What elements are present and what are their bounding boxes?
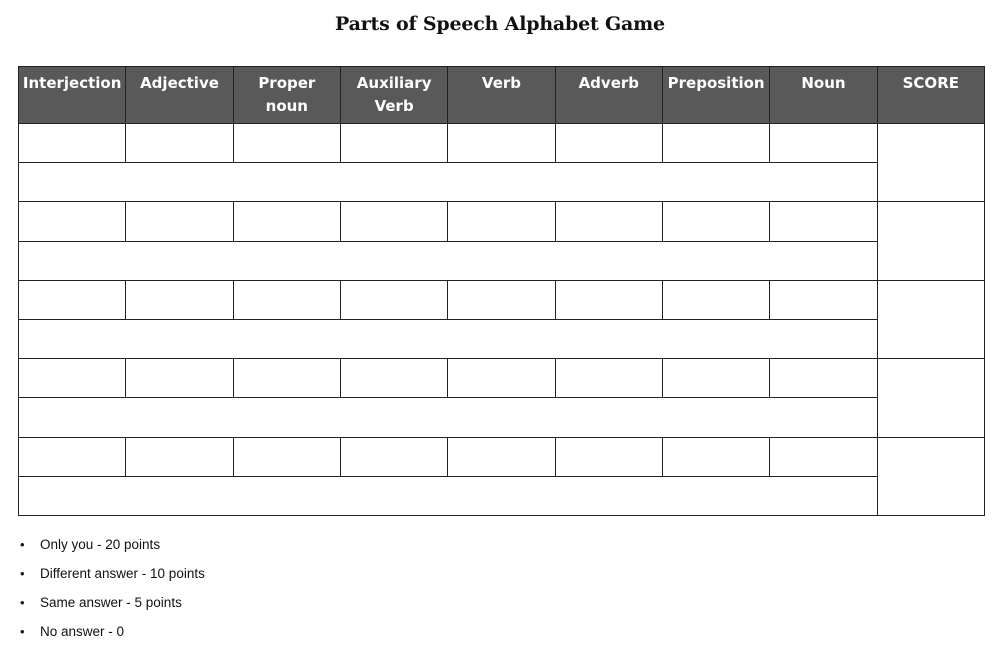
answer-cell-preposition[interactable]	[662, 437, 769, 476]
answer-cell-auxiliary-verb[interactable]	[340, 280, 447, 319]
answer-cell-adverb[interactable]	[555, 124, 662, 163]
column-header-verb: Verb	[448, 67, 555, 124]
answer-cell-interjection[interactable]	[19, 280, 126, 319]
header-row	[19, 67, 985, 124]
answer-cell-adverb[interactable]	[555, 280, 662, 319]
answer-cell-adverb[interactable]	[555, 202, 662, 241]
column-header-noun: Noun	[770, 67, 877, 124]
answer-cell-auxiliary-verb[interactable]	[340, 359, 447, 398]
answer-cell-verb[interactable]	[448, 280, 555, 319]
answer-cell-noun[interactable]	[770, 124, 877, 163]
answer-cell-proper-noun[interactable]	[233, 437, 340, 476]
answer-cell-adjective[interactable]	[126, 437, 233, 476]
answer-cell-noun[interactable]	[770, 280, 877, 319]
scoring-rules-list	[18, 534, 205, 650]
column-header-auxiliary-verb: Auxiliary Verb	[340, 67, 447, 124]
answer-cell-adjective[interactable]	[126, 280, 233, 319]
scoring-rule-text: Only you - 20 points	[40, 537, 161, 552]
game-table	[18, 66, 985, 516]
answer-row	[19, 202, 985, 241]
score-cell[interactable]	[877, 202, 984, 280]
answer-cell-adverb[interactable]	[555, 359, 662, 398]
answer-cell-auxiliary-verb[interactable]	[340, 124, 447, 163]
notes-cell[interactable]	[19, 319, 878, 358]
answer-cell-auxiliary-verb[interactable]	[340, 437, 447, 476]
answer-cell-verb[interactable]	[448, 359, 555, 398]
notes-row	[19, 398, 985, 437]
scoring-rule	[18, 592, 205, 621]
answer-cell-noun[interactable]	[770, 437, 877, 476]
answer-cell-verb[interactable]	[448, 437, 555, 476]
answer-row	[19, 280, 985, 319]
page-title: Parts of Speech Alphabet Game	[335, 13, 665, 35]
bullet-icon: •	[20, 537, 25, 552]
answer-cell-preposition[interactable]	[662, 280, 769, 319]
column-header-proper-noun: Proper noun	[233, 67, 340, 124]
answer-row	[19, 124, 985, 163]
bullet-icon: •	[20, 595, 25, 610]
answer-cell-interjection[interactable]	[19, 437, 126, 476]
answer-cell-proper-noun[interactable]	[233, 359, 340, 398]
scoring-rule-text: Same answer - 5 points	[40, 595, 182, 610]
answer-cell-preposition[interactable]	[662, 202, 769, 241]
score-cell[interactable]	[877, 280, 984, 358]
column-header-preposition: Preposition	[662, 67, 769, 124]
bullet-icon: •	[20, 566, 25, 581]
score-cell[interactable]	[877, 124, 984, 202]
answer-cell-proper-noun[interactable]	[233, 202, 340, 241]
score-cell[interactable]	[877, 359, 984, 437]
notes-row	[19, 319, 985, 358]
answer-cell-adverb[interactable]	[555, 437, 662, 476]
answer-cell-noun[interactable]	[770, 202, 877, 241]
answer-cell-noun[interactable]	[770, 359, 877, 398]
notes-cell[interactable]	[19, 476, 878, 515]
answer-cell-proper-noun[interactable]	[233, 280, 340, 319]
scoring-rule	[18, 563, 205, 592]
notes-row	[19, 163, 985, 202]
notes-row	[19, 241, 985, 280]
answer-cell-verb[interactable]	[448, 124, 555, 163]
notes-cell[interactable]	[19, 398, 878, 437]
column-header-adjective: Adjective	[126, 67, 233, 124]
answer-cell-preposition[interactable]	[662, 124, 769, 163]
answer-cell-verb[interactable]	[448, 202, 555, 241]
answer-cell-proper-noun[interactable]	[233, 124, 340, 163]
bullet-icon: •	[20, 624, 25, 639]
answer-cell-adjective[interactable]	[126, 202, 233, 241]
answer-cell-adjective[interactable]	[126, 124, 233, 163]
column-header-adverb: Adverb	[555, 67, 662, 124]
answer-cell-interjection[interactable]	[19, 202, 126, 241]
answer-cell-interjection[interactable]	[19, 124, 126, 163]
scoring-rule-text: Different answer - 10 points	[40, 566, 205, 581]
column-header-interjection: Interjection	[19, 67, 126, 124]
score-cell[interactable]	[877, 437, 984, 516]
answer-cell-auxiliary-verb[interactable]	[340, 202, 447, 241]
notes-cell[interactable]	[19, 163, 878, 202]
answer-row	[19, 359, 985, 398]
answer-cell-preposition[interactable]	[662, 359, 769, 398]
scoring-rule	[18, 534, 205, 563]
notes-row	[19, 476, 985, 515]
answer-cell-adjective[interactable]	[126, 359, 233, 398]
answer-row	[19, 437, 985, 476]
scoring-rule-text: No answer - 0	[40, 624, 125, 639]
answer-cell-interjection[interactable]	[19, 359, 126, 398]
notes-cell[interactable]	[19, 241, 878, 280]
scoring-rule	[18, 621, 205, 650]
column-header-score: SCORE	[877, 67, 984, 124]
